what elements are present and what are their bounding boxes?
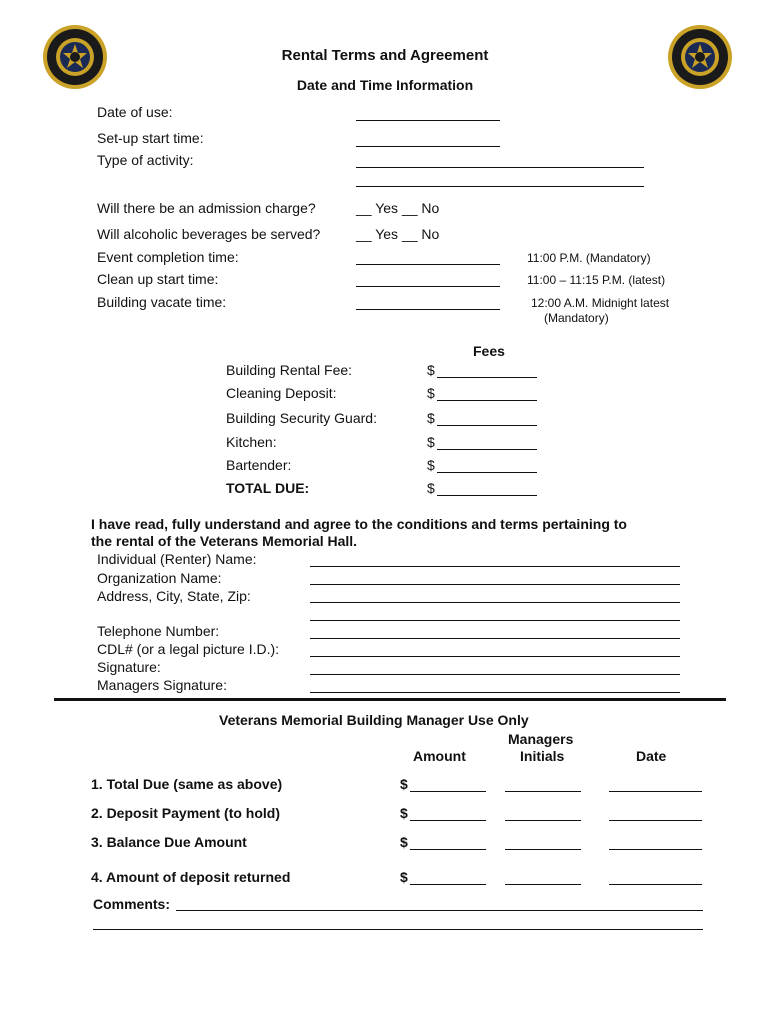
manager-signature-field[interactable] — [310, 692, 680, 693]
manager-row-currency: $ — [400, 869, 408, 885]
setup-start-field[interactable] — [356, 146, 500, 147]
fee-amount-field[interactable] — [437, 495, 537, 496]
signature-label: Signature: — [97, 659, 161, 675]
activity-type-field[interactable] — [356, 167, 644, 168]
vacate-note: 12:00 A.M. Midnight latest — [531, 296, 670, 310]
fee-amount-field[interactable] — [437, 472, 537, 473]
manager-row-amount-field[interactable] — [410, 791, 486, 792]
telephone-label: Telephone Number: — [97, 623, 220, 639]
vacate-time-field[interactable] — [356, 309, 500, 310]
vacate-note-mandatory: (Mandatory) — [544, 311, 609, 325]
cdl-field[interactable] — [310, 656, 680, 657]
manager-row-initials-field[interactable] — [505, 791, 581, 792]
fee-currency-symbol: $ — [427, 457, 435, 473]
fee-currency-symbol: $ — [427, 480, 435, 496]
agreement-statement-cont: the rental of the Veterans Memorial Hall. — [91, 533, 358, 549]
manager-row-currency: $ — [400, 834, 408, 850]
manager-row-currency: $ — [400, 776, 408, 792]
section-divider — [54, 698, 726, 701]
organization-name-label: Organization Name: — [97, 570, 222, 586]
alcohol-question: Will alcoholic beverages be served? — [97, 226, 321, 242]
renter-name-label: Individual (Renter) Name: — [97, 551, 257, 567]
manager-row-currency: $ — [400, 805, 408, 821]
manager-row-label: 3. Balance Due Amount — [91, 834, 247, 850]
manager-row-date-field[interactable] — [609, 791, 702, 792]
comments-label: Comments: — [93, 896, 171, 912]
organization-name-field[interactable] — [310, 584, 680, 585]
manager-row-label: 2. Deposit Payment (to hold) — [91, 805, 281, 821]
manager-row-amount-field[interactable] — [410, 820, 486, 821]
comments-field-2[interactable] — [93, 929, 703, 930]
manager-row-date-field[interactable] — [609, 884, 702, 885]
fee-label: Building Rental Fee: — [226, 362, 353, 378]
fee-currency-symbol: $ — [427, 434, 435, 450]
manager-row-initials-field[interactable] — [505, 849, 581, 850]
section-title-date-time: Date and Time Information — [296, 77, 474, 93]
fee-amount-field[interactable] — [437, 425, 537, 426]
event-completion-note: 11:00 P.M. (Mandatory) — [527, 251, 651, 265]
date-of-use-field[interactable] — [356, 120, 500, 121]
manager-row-date-field[interactable] — [609, 849, 702, 850]
column-header-date: Date — [636, 748, 667, 764]
telephone-field[interactable] — [310, 638, 680, 639]
comments-field[interactable] — [176, 910, 703, 911]
column-header-initials: Initials — [520, 748, 565, 764]
manager-row-initials-field[interactable] — [505, 884, 581, 885]
date-of-use-label: Date of use: — [97, 104, 173, 120]
vacate-time-label: Building vacate time: — [97, 294, 227, 310]
manager-row-label: 4. Amount of deposit returned — [91, 869, 291, 885]
agreement-statement: I have read, fully understand and agree to the conditions and terms pertaining to — [91, 516, 627, 532]
address-label: Address, City, State, Zip: — [97, 588, 251, 604]
cdl-label: CDL# (or a legal picture I.D.): — [97, 641, 280, 657]
activity-type-field-2[interactable] — [356, 186, 644, 187]
manager-row-initials-field[interactable] — [505, 820, 581, 821]
cleanup-start-field[interactable] — [356, 286, 500, 287]
signature-field[interactable] — [310, 674, 680, 675]
fee-amount-field[interactable] — [437, 377, 537, 378]
page-title: Rental Terms and Agreement — [281, 47, 489, 64]
activity-type-label: Type of activity: — [97, 152, 194, 168]
column-header-amount: Amount — [413, 748, 466, 764]
fee-label: Kitchen: — [226, 434, 277, 450]
fee-label: Cleaning Deposit: — [226, 385, 337, 401]
admission-yes-no[interactable]: __ Yes __ No — [356, 200, 440, 216]
manager-row-date-field[interactable] — [609, 820, 702, 821]
cleanup-start-label: Clean up start time: — [97, 271, 219, 287]
fee-currency-symbol: $ — [427, 410, 435, 426]
fee-label: Bartender: — [226, 457, 292, 473]
fee-label: Building Security Guard: — [226, 410, 377, 426]
cleanup-note: 11:00 – 11:15 P.M. (latest) — [527, 273, 666, 287]
fee-amount-field[interactable] — [437, 449, 537, 450]
fees-heading: Fees — [473, 343, 505, 359]
column-header-managers: Managers — [508, 731, 574, 747]
admission-question: Will there be an admission charge? — [97, 200, 316, 216]
address-field[interactable] — [310, 602, 680, 603]
address-field-2[interactable] — [310, 620, 680, 621]
manager-row-amount-field[interactable] — [410, 849, 486, 850]
fee-currency-symbol: $ — [427, 385, 435, 401]
manager-row-label: 1. Total Due (same as above) — [91, 776, 283, 792]
setup-start-label: Set-up start time: — [97, 130, 204, 146]
fee-amount-field[interactable] — [437, 400, 537, 401]
event-completion-field[interactable] — [356, 264, 500, 265]
manager-row-amount-field[interactable] — [410, 884, 486, 885]
fee-label: TOTAL DUE: — [226, 480, 310, 496]
renter-name-field[interactable] — [310, 566, 680, 567]
alcohol-yes-no[interactable]: __ Yes __ No — [356, 226, 440, 242]
event-completion-label: Event completion time: — [97, 249, 239, 265]
fee-currency-symbol: $ — [427, 362, 435, 378]
manager-section-heading: Veterans Memorial Building Manager Use Only — [219, 712, 529, 728]
manager-signature-label: Managers Signature: — [97, 677, 227, 693]
